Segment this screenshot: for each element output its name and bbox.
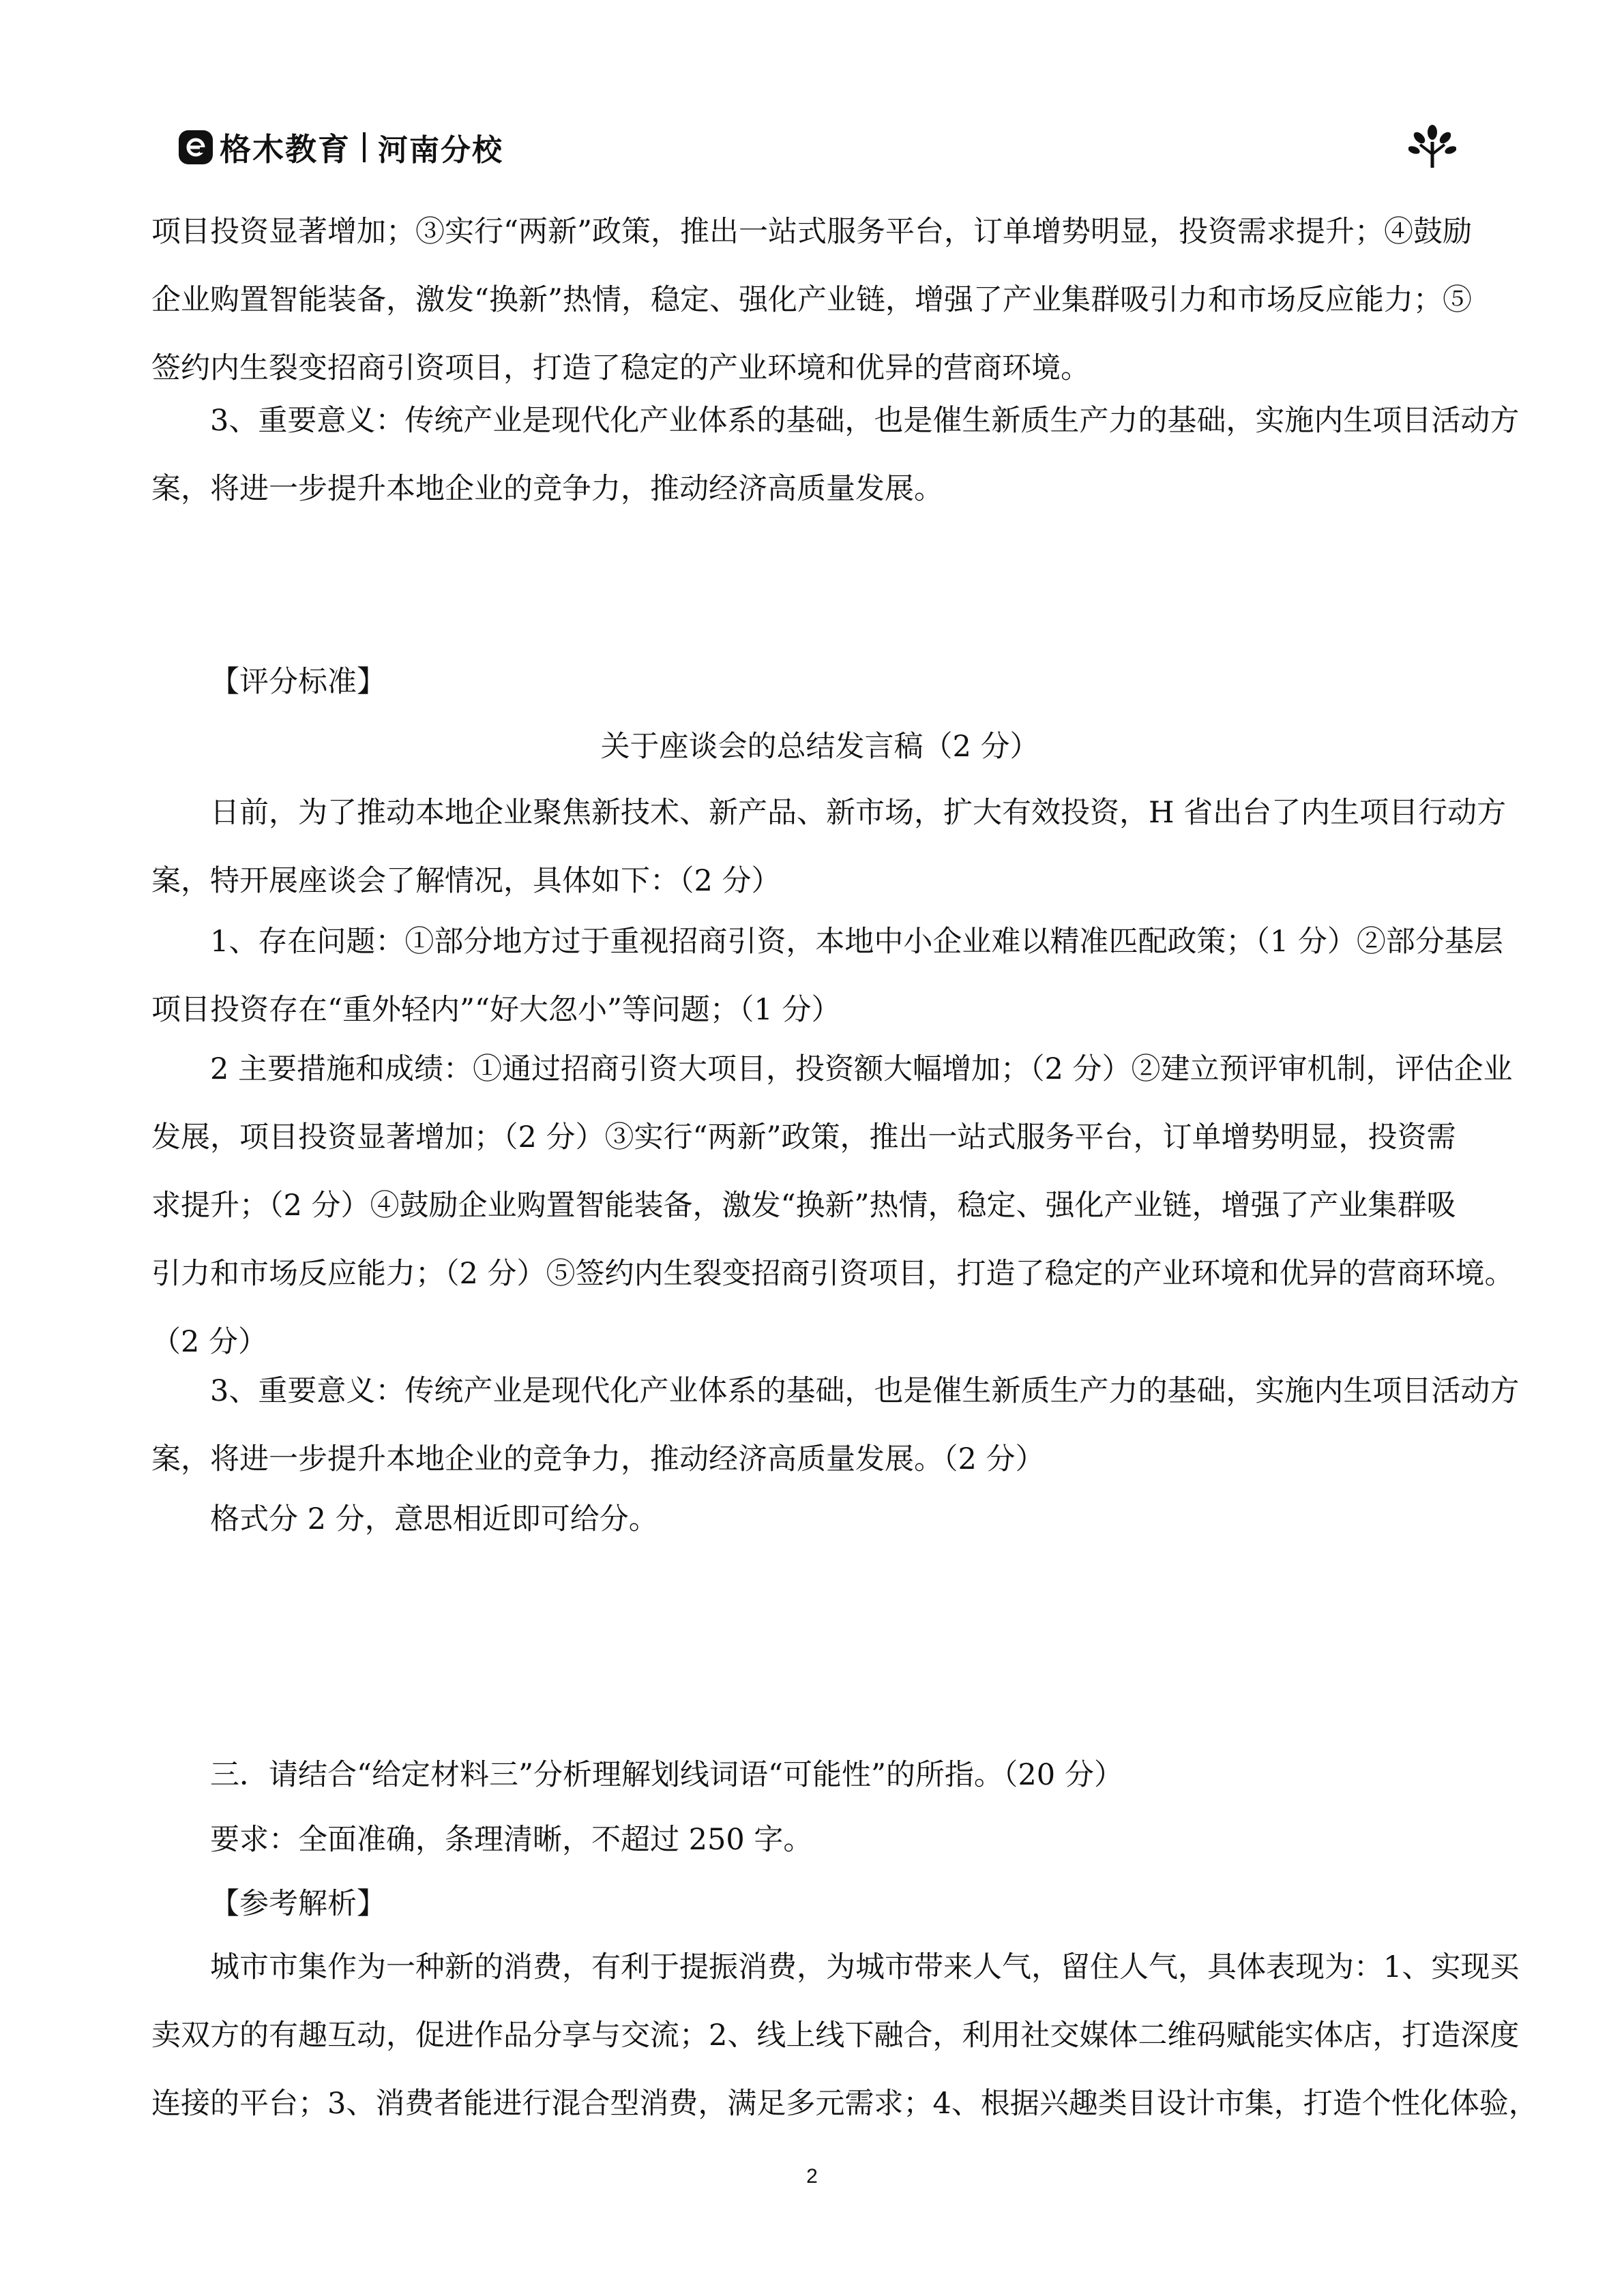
text-line: 2 主要措施和成绩：①通过招商引资大项目，投资额大幅增加；（2 分）②建立预评审机制，评估企业	[210, 1052, 1513, 1086]
text-line: 案，将进一步提升本地企业的竞争力，推动经济高质量发展。	[151, 472, 943, 506]
text-line: 项目投资存在“重外轻内”“好大忽小”等问题；（1 分）	[151, 993, 841, 1027]
page-number: 2	[806, 2165, 818, 2188]
brand-name: 格木教育	[220, 131, 351, 168]
text-line: 3、重要意义：传统产业是现代化产业体系的基础，也是催生新质生产力的基础，实施内生项目活动方	[210, 404, 1520, 438]
text-line: 企业购置智能装备，激发“换新”热情，稳定、强化产业链，增强了产业集群吸引力和市场反应能力；⑤	[151, 283, 1472, 317]
text-line: （2 分）	[151, 1325, 268, 1359]
text-line: 3、重要意义：传统产业是现代化产业体系的基础，也是催生新质生产力的基础，实施内生项目活动方	[210, 1374, 1520, 1408]
paragraph-significance	[151, 387, 1520, 523]
text-line: 引力和市场反应能力；（2 分）⑤签约内生裂变招商引资项目，打造了稳定的产业环境和优异的营商环境。	[151, 1257, 1514, 1291]
score-heading: 【评分标准】	[210, 665, 386, 699]
text-line: 1、存在问题：①部分地方过于重视招商引资，本地中小企业难以精准匹配政策；（1 分）②部分基层	[210, 925, 1503, 959]
paragraph-measures	[151, 1035, 1514, 1376]
speech-title: 关于座谈会的总结发言稿（2 分）	[600, 730, 1039, 764]
reference-heading: 【参考解析】	[210, 1887, 386, 1921]
brand-divider	[363, 132, 366, 162]
paragraph-continuation	[151, 198, 1488, 402]
branch-name: 河南分校	[378, 133, 503, 168]
text-line: 卖双方的有趣互动，促进作品分享与交流；2、线上线下融合，利用社交媒体二维码赋能实体店，打造深度	[151, 2018, 1520, 2053]
logo-e-icon	[179, 130, 213, 164]
text-line: 项目投资显著增加；③实行“两新”政策，推出一站式服务平台，订单增势明显，投资需求提升；④鼓励	[151, 215, 1472, 249]
paragraph-reference	[151, 1933, 1538, 2138]
requirement: 要求：全面准确，条理清晰，不超过 250 字。	[210, 1823, 813, 1857]
question-three: 三．请结合“给定材料三”分析理解划线词语“可能性”的所指。（20 分）	[210, 1758, 1123, 1792]
format-note: 格式分 2 分，意思相近即可给分。	[210, 1502, 658, 1536]
paragraph-problems	[151, 908, 1503, 1044]
text-line: 案，特开展座谈会了解情况，具体如下：（2 分）	[151, 864, 781, 898]
text-line: 发展，项目投资显著增加；（2 分）③实行“两新”政策，推出一站式服务平台，订单增势明显，投资需	[151, 1120, 1456, 1154]
text-line: 签约内生裂变招商引资项目，打造了稳定的产业环境和优异的营商环境。	[151, 351, 1090, 385]
text-line: 案，将进一步提升本地企业的竞争力，推动经济高质量发展。（2 分）	[151, 1442, 1045, 1476]
brand-logo	[179, 127, 503, 168]
page-header	[0, 123, 1624, 177]
text-line: 连接的平台；3、消费者能进行混合型消费，满足多元需求；4、根据兴趣类目设计市集，打造个性化体验，	[151, 2087, 1538, 2121]
tree-logo-icon	[1408, 123, 1456, 170]
text-line: 城市市集作为一种新的消费，有利于提振消费，为城市带来人气，留住人气，具体表现为：1、实现买	[210, 1950, 1520, 1984]
paragraph-significance-scored	[151, 1357, 1520, 1493]
text-line: 求提升；（2 分）④鼓励企业购置智能装备，激发“换新”热情，稳定、强化产业链，增强了产业集群吸	[151, 1189, 1456, 1223]
paragraph-intro	[151, 779, 1507, 915]
text-line: 日前，为了推动本地企业聚焦新技术、新产品、新市场，扩大有效投资，H 省出台了内生项目行动方	[210, 796, 1507, 830]
